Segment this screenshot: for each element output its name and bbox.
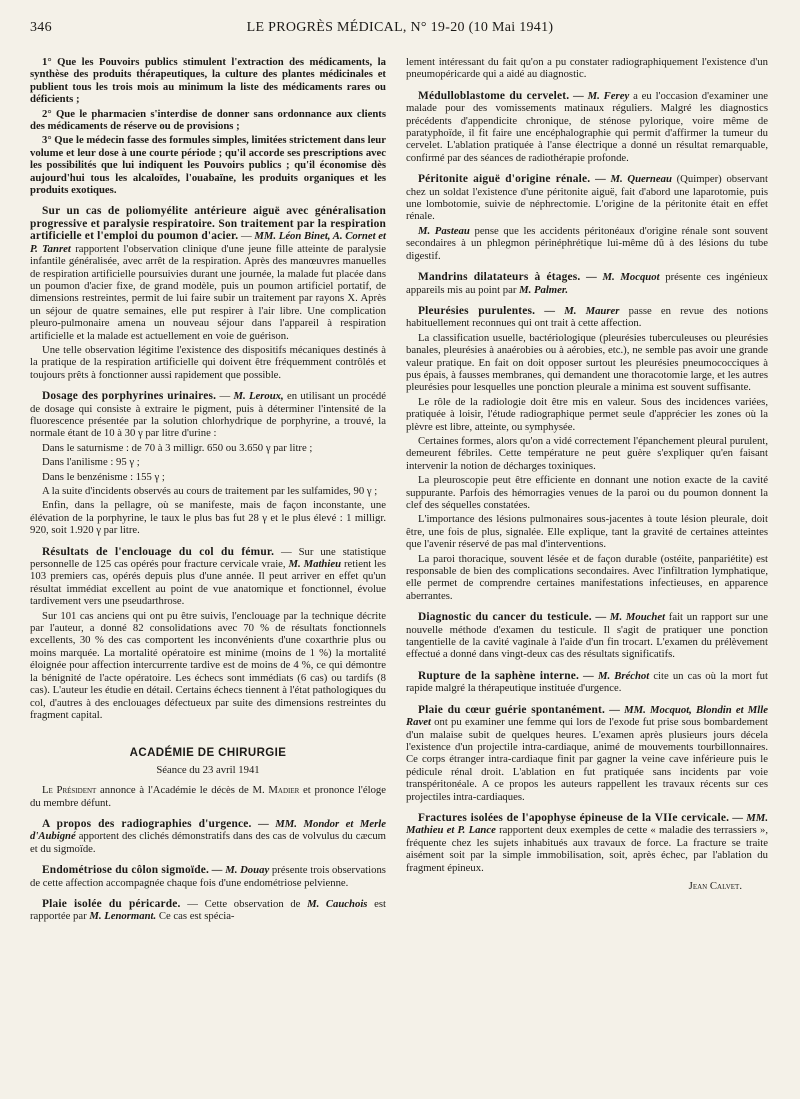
femur-title: Résultats de l'enclouage du col du fémur.: [42, 545, 275, 558]
pleur-paragraph-4: Certaines formes, alors qu'on a vidé correctement l'épanchement pleural purulent, demeurent fébriles. Cette température ne peut guère s'expliquer qu'en faisant intervenir la notion de décharges toxiniques.: [406, 434, 768, 472]
porph-line-4: A la suite d'incidents observés au cours de traitement par les sulfamides, 90 γ ;: [42, 485, 378, 497]
radio-authors: — MM. Mondor et Merle d'Aubigné: [30, 817, 386, 843]
frac-text: rapportent deux exemples de cette « maladie des terrassiers », fréquente chez les sujets inhabitués aux travaux de force. La fracture se traite aisément soit par la simple immobilisation, soit, après échec, par l'ablation du fragment épineux.: [406, 824, 768, 874]
article-saphene: [406, 670, 768, 695]
endo-text: présente trois observations de cette affection accompagnée chaque fois d'une endométriose pelvienne.: [30, 864, 386, 889]
peri-title: Plaie isolée du péricarde.: [42, 897, 181, 910]
president-name: Madier: [268, 784, 300, 797]
coeur-text: ont pu examiner une femme qui lors de l'exode fut prise sous bombardement d'un malaise subit de quelques heures. L'examen après plusieurs jours décela l'existence d'un projectile intra-cardiaque, animé de mouvements tourbillonnaires. Ce corps étranger intra-cardiaque finit par gagner la veine cave inférieure puis le pédicule rénal droit. L'ablation en fut pratiquée sans incidents par voie transpéritonéale. A ce propos les auteurs rappellent les travaux récents sur ces projectiles intra-cardiaques.: [406, 716, 769, 803]
medullo-title: Médulloblastome du cervelet.: [418, 89, 570, 102]
president-text-end: et prononce l'éloge du membre défunt.: [30, 784, 386, 809]
left-column: [30, 56, 386, 925]
pleur-paragraph-3: Le rôle de la radiologie doit être mis en valeur. Sous des incidences variées, pratiquée à loisir, l'étude radiographique permet seule d'apprécier les zones où la plèvre est libre, atteinte, ou symphysée.: [406, 395, 768, 433]
polio-text: rapportent l'observation clinique d'une jeune fille atteinte de paralysie infantile généralisée, avec arrêt de la respiration. Après des manœuvres manuelles de respiration artificielle poursuivies durant une journée, la malade fut placée dans un poumon d'acier fixe, de grand modèle, puis un poumon artificiel portatif, de dimensions restreintes, permit de lui faire subir un traitement par rayons X. Après un séjour de quatre semaines, elle put respirer à l'air libre. Une complication pleuro-pulmonaire amena un nouveau séjour dans l'appareil à respiration artificielle et la malade est actuellement en voie de guérison.: [30, 242, 387, 342]
medullo-text: a eu l'occasion d'examiner une malade pour des vomissements matinaux réguliers. Malgré les diagnostics précédents d'appendicite chronique, de sténose pylorique, voire même de paratyphoïde, il fit faire une encéphalographie qui permit d'affirmer la tumeur du cervelet. L'ablation pratiquée à l'anse électrique a donné un résultat remarquable, confirmé par des séances de radiothérapie profonde.: [406, 89, 769, 164]
article-mandrins: [406, 271, 768, 296]
right-column: [406, 56, 768, 894]
page-header: [30, 20, 770, 40]
coeur-title: Plaie du cœur guérie spontanément.: [418, 703, 606, 716]
article-porphyrines: Dosage des porphyrines urinaires. — M. Leroux, en utilisant un procédé de dosage qui consiste à extraire le pigment, puis à déterminer l'intensité de la fluorescence présentée par la solution chlorhydrique de porphyrine, a trouvé, la normale étant de 10 à 30 γ par litre d'urine :: [30, 390, 387, 440]
endo-title: Endométriose du côlon sigmoïde.: [42, 864, 210, 877]
seance-date: Séance du 23 avril 1941: [156, 763, 260, 776]
pleur-paragraph-6: L'importance des lésions pulmonaires sous-jacentes à toute lésion pleurale, doit être, une fois de plus, signalée. Elle explique, tant la gravité de certaines atteintes que l'avenir réservé de pas mal d'interventions.: [406, 513, 768, 551]
article-fractures: [406, 812, 768, 874]
signature: Jean Calvet.: [688, 879, 742, 892]
polio-title: Sur un cas de poliomyélite antérieure aiguë avec généralisation progressive et paralysie respiratoire. Son traitement par la respiration artificielle et l'emploi du poumon d'acier.: [30, 205, 386, 243]
article-medulloblastome: [406, 90, 768, 164]
testi-text: fait un rapport sur une nouvelle méthode d'examen du testicule. Il s'agit de pratiquer une ponction tangentielle de la cavité vaginale à l'aide d'un fin trocart. L'examen du prélèvement effectué a donné dans vingt-deux cas des résultats significatifs.: [406, 611, 768, 661]
continuation-text: lement intéressant du fait qu'on a pu constater radiographiquement l'existence d'un pneumopéricarde qui a aidé au diagnostic.: [406, 56, 768, 81]
peri-author-2: M. Lenormant.: [89, 910, 157, 923]
porph-title: Dosage des porphyrines urinaires.: [42, 390, 217, 403]
perito-author-2: M. Pasteau: [418, 224, 470, 237]
saph-author: — M. Bréchot: [583, 669, 650, 682]
mandrins-title: Mandrins dilatateurs à étages.: [418, 271, 581, 284]
peri-author-1: M. Cauchois: [307, 897, 368, 910]
coeur-authors: — MM. Mocquot, Blondin et Mlle Ravet: [406, 703, 768, 729]
pleur-paragraph-2: La classification usuelle, bactériologique (pleurésies tuberculeuses ou pleurésies banales, pleurésies à anaérobies ou à aérobies, etc.), ne semble pas avoir une grande valeur pratique. En fait on doit opposer surtout les pleurésies pneumococciques à pus épais, à fausses membranes, qui demandent une thoracotomie large, et les autres pleurésies pour lesquelles une ponction pleurale a minima est souvent suffisante.: [406, 331, 768, 394]
recommendation-3: 3° Que le médecin fasse des formules simples, limitées strictement dans leur volume et leur dose à une courte période ; qu'il accorde ses prescriptions avec les possibilités que lui indiquent les Pouvoirs publics ; qu'il économise dès aujourd'hui tous les alcaloïdes, l'ouabaïne, les produits organiques et les produits exotiques.: [30, 134, 386, 197]
article-pleuresies: [406, 305, 768, 330]
porph-author: M. Leroux,: [233, 390, 284, 403]
frac-title: Fractures isolées de l'apophyse épineuse de la VIIe cervicale.: [418, 811, 730, 824]
perito-title: Péritonite aiguë d'origine rénale.: [418, 173, 591, 186]
pleur-title: Pleurésies purulentes.: [418, 304, 536, 317]
femur-author: M. Mathieu: [288, 558, 342, 571]
endo-author: — M. Douay: [211, 864, 270, 877]
page-number: 346: [30, 20, 52, 35]
femur-text-b: retient les 103 premiers cas, opérés depuis plus d'une année. Il peut arriver en effet qu'un résultat immédiat excellent au point de vue anatomique et fonctionnel, évolue tardivement vers une pseudarthrose.: [30, 558, 387, 608]
president-text: annonce à l'Académie le décès de M.: [100, 784, 265, 797]
medullo-author: — M. Ferey: [573, 89, 630, 102]
femur-paragraph-2: Sur 101 cas anciens qui ont pu être suivis, l'enclouage par la technique décrite par l'auteur, a donné 82 consolidations avec 70 % de résultats fonctionnels excellents, 30 % des cas comportent les inconvénients d'une coxarthrie plus ou moins marquée. La mortalité opératoire est minime (moins de 1 %) la mortalité éloignée pour affection intercurrente tardive est de moins de 4 %, ce qui démontre la bénignité de l'acte opératoire. Les échecs sont immédiats (6 cas) ou tardifs (8 cas). L'auteur les étudie en détail. Certains échecs tiennent à l'état pathologiques du col, d'autres à des enclouages défectueux par suite des dimensions restreintes du fragment capital.: [30, 609, 386, 721]
peri-text-b: est rapportée par: [30, 897, 386, 923]
pleur-author: — M. Maurer: [544, 304, 620, 317]
porph-text: en utilisant un procédé de dosage qui consiste à extraire le pigment, puis à déterminer l'intensité de la fluorescence présentée par la solution chlorhydrique de porphyrine, a trouvé, la normale étant de 10 à 30 γ par litre d'urine :: [30, 390, 387, 440]
polio-paragraph-2: Une telle observation légitime l'existence des dispositifs mécaniques destinés à la pratique de la respiration artificielle qui doivent être fréquemment contrôlés et toujours prêts à fonctionner aussi rapidement que possible.: [30, 343, 386, 381]
article-testicule: [406, 611, 768, 661]
porph-line-3: Dans le benzénisme : 155 γ ;: [42, 470, 165, 483]
polio-authors: MM. Léon Binet, A. Cornet et P. Tanret: [30, 230, 386, 255]
article-endometriose: [30, 864, 386, 889]
femur-text: — Sur une statistique personnelle de 125 cas opérés pour fracture cervicale vraie,: [30, 545, 386, 571]
testi-title: Diagnostic du cancer du testicule.: [418, 611, 592, 624]
president-paragraph: [30, 784, 386, 809]
article-plaie-coeur: [406, 704, 768, 803]
saph-title: Rupture de la saphène interne.: [418, 669, 580, 682]
pleur-paragraph-5: La pleuroscopie peut être efficiente en donnant une notion exacte de la cavité suppurante. Parfois des hémorragies venues de la paroi ou du poumon donnent la clef des séquelles constatées.: [406, 474, 768, 511]
perito-paragraph-2: [406, 225, 768, 262]
porph-line-1: Dans le saturnisme : de 70 à 3 milligr. 650 ou 3.650 γ par litre ;: [42, 441, 313, 454]
peri-text-c: Ce cas est spécia-: [158, 910, 235, 923]
peri-text-a: — Cette observation de: [187, 897, 301, 910]
porph-line-2: Dans l'anilisme : 95 γ ;: [42, 456, 140, 469]
saph-text: cite un cas où la mort fut rapide malgré la thérapeutique instituée d'urgence.: [406, 669, 768, 695]
article-femur: [30, 546, 386, 608]
mandrins-text: présente ces ingénieux appareils mis au point par: [406, 271, 769, 296]
pleur-paragraph-7: La paroi thoracique, souvent lésée et de façon durable (ostéite, panpariétite) est responsable de bien des complications secondaires. Avec l'infiltration lymphatique, elle permet de comprendre certaines manifestations infectieuses, en apparence aberrantes.: [406, 552, 768, 602]
pleur-text: passe en revue des notions habituellement reconnues qui ont trait à cette affection.: [406, 304, 768, 330]
radio-title: A propos des radiographies d'urgence.: [42, 817, 252, 830]
article-peritonite: [406, 173, 768, 223]
journal-title: LE PROGRÈS MÉDICAL, N° 19-20 (10 Mai 1941): [246, 20, 554, 35]
radio-text: apportent des clichés démonstratifs dans des cas de volvulus du cæcum et du sigmoïde.: [30, 830, 386, 855]
frac-authors: — MM. Mathieu et P. Lance: [406, 811, 768, 837]
article-pericarde: [30, 898, 386, 923]
recommendation-1: 1° Que les Pouvoirs publics stimulent l'extraction des médicaments, la synthèse des produits thérapeutiques, la culture des plantes médicinales et publient tous les trois mois au minimum la liste des médicaments rares ou déficients ;: [30, 56, 386, 106]
article-polio: Sur un cas de poliomyélite antérieure aiguë avec généralisation progressive et paralysie respiratoire. Son traitement par la respiration artificielle et l'emploi du poumon d'acier. — MM. Léon Binet, A. Cornet et P. Tanret rapportent l'observation clinique d'une jeune fille atteinte de paralysie infantile généralisée, avec arrêt de la respiration. Après des manœuvres manuelles de respiration artificielle poursuivies durant une journée, la malade fut placée dans un poumon d'acier fixe, de grand modèle, puis un poumon artificiel portatif, de dimensions restreintes, permit de lui faire subir un traitement par rayons X. Après un séjour de quatre semaines, elle put respirer à l'air libre. Une complication pleuro-pulmonaire amena un nouveau séjour dans l'appareil à respiration artificielle et la malade est actuellement en voie de guérison.: [30, 205, 387, 342]
perito-text-2: pense que les accidents péritonéaux d'origine rénale sont souvent secondaires à un phlegmon périnéphrétique lui-même dû à des lésions du tube digestif.: [406, 224, 768, 262]
perito-author: — M. Querneau: [595, 173, 672, 186]
academie-heading: ACADÉMIE DE CHIRURGIE: [129, 747, 287, 760]
testi-author: — M. Mouchet: [595, 611, 666, 624]
article-radiographies: [30, 818, 386, 855]
perito-text: (Quimper) observant chez un soldat l'existence d'une péritonite aiguë, fait d'abord une laparotomie, puis une lombotomie, suivie de néphrectomie. L'origine de la péritonite était en effet rénale.: [406, 173, 768, 223]
recommendation-2: 2° Que le pharmacien s'interdise de donner sans ordonnance aux clients des médicaments de réserve ou de provisions ;: [30, 107, 386, 133]
mandrins-author: — M. Mocquot: [586, 271, 660, 284]
president-label: Le Président: [42, 784, 97, 797]
mandrins-author-2: M. Palmer.: [519, 283, 569, 296]
porph-line-5: Enfin, dans la pellagre, où se manifeste, mais de façon inconstante, une élévation de la porphyrine, le taux le plus bas fut 28 γ et le plus élevé : 1 milligr. 920, soit 1.920 γ par litre.: [30, 499, 386, 537]
